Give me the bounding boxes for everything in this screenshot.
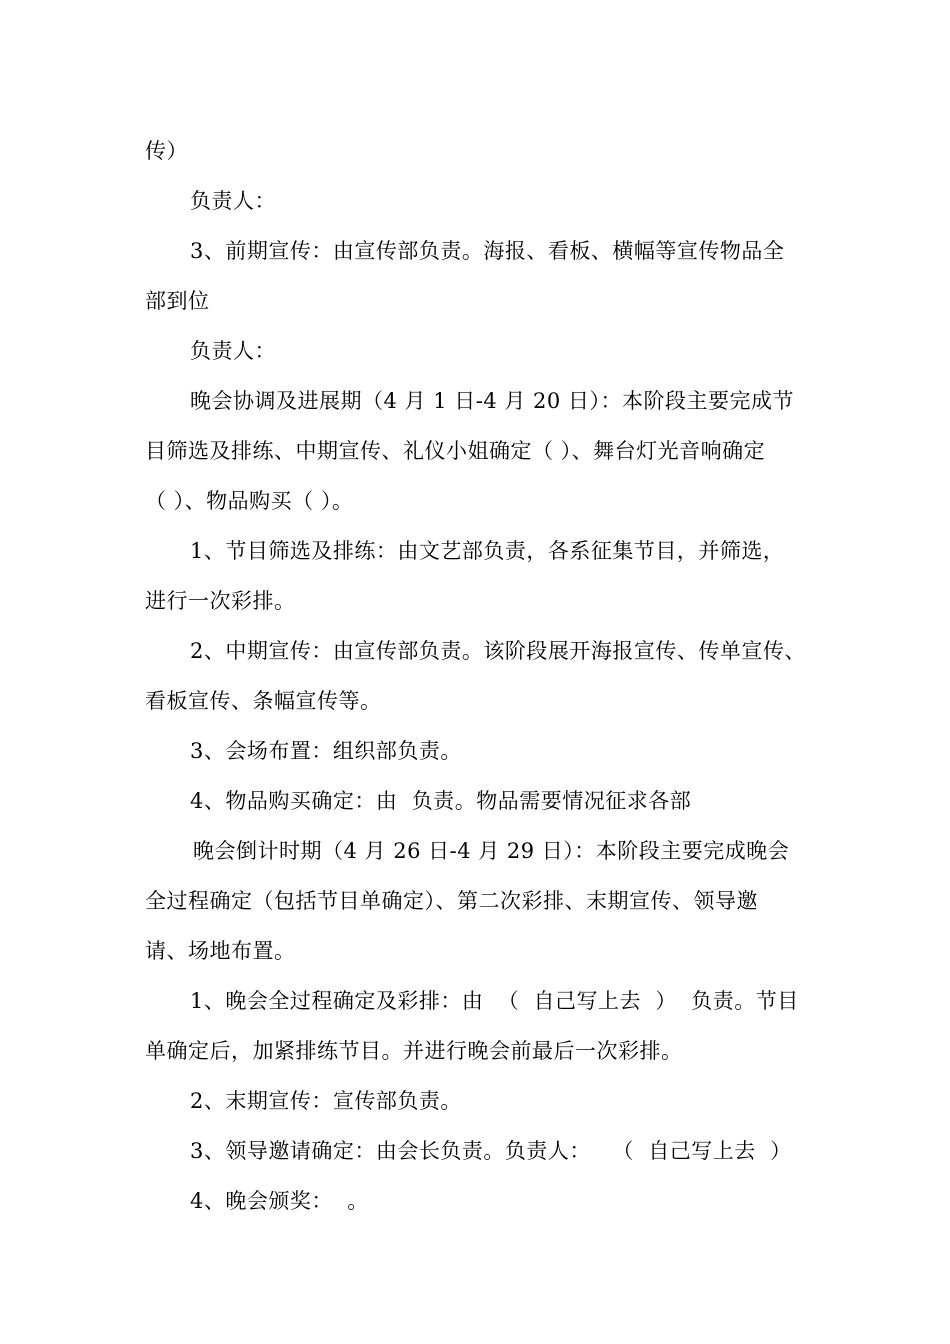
text-line: 晚会协调及进展期（4 月 1 日-4 月 20 日）：本阶段主要完成节	[190, 389, 794, 413]
text-line: 2、中期宣传：由宣传部负责。该阶段展开海报宣传、传单宣传、	[190, 639, 806, 663]
text-line: 负责人：	[190, 189, 276, 213]
text-line: 进行一次彩排。	[145, 589, 296, 613]
text-line: 请、场地布置。	[145, 939, 296, 963]
text-line: 看板宣传、条幅宣传等。	[145, 689, 382, 713]
text-line: （ ）、物品购买（ ）。	[145, 489, 354, 513]
text-line: 部到位	[145, 289, 210, 313]
text-line: 3、领导邀请确定：由会长负责。负责人： （ 自己写上去 ）	[190, 1139, 792, 1163]
text-line: 传）	[145, 139, 188, 163]
text-line: 3、会场布置：组织部负责。	[190, 739, 462, 763]
text-line: 目筛选及排练、中期宣传、礼仪小姐确定（ ）、舞台灯光音响确定	[145, 439, 766, 463]
text-line: 3、前期宣传：由宣传部负责。海报、看板、横幅等宣传物品全	[190, 239, 785, 263]
text-line: 全过程确定（包括节目单确定）、第二次彩排、末期宣传、领导邀	[145, 889, 758, 913]
text-line: 晚会倒计时期（4 月 26 日-4 月 29 日）：本阶段主要完成晚会	[193, 839, 790, 863]
text-line: 负责人：	[190, 339, 276, 363]
text-line: 1、晚会全过程确定及彩排：由 （ 自己写上去 ） 负责。节目	[190, 989, 799, 1013]
text-line: 4、晚会颁奖： 。	[190, 1189, 369, 1213]
text-line: 4、物品购买确定：由 负责。物品需要情况征求各部	[190, 789, 692, 813]
text-line: 1、节目筛选及排练：由文艺部负责，各系征集节目，并筛选，	[190, 539, 785, 563]
text-line: 2、末期宣传：宣传部负责。	[190, 1089, 462, 1113]
text-line: 单确定后，加紧排练节目。并进行晚会前最后一次彩排。	[145, 1039, 683, 1063]
